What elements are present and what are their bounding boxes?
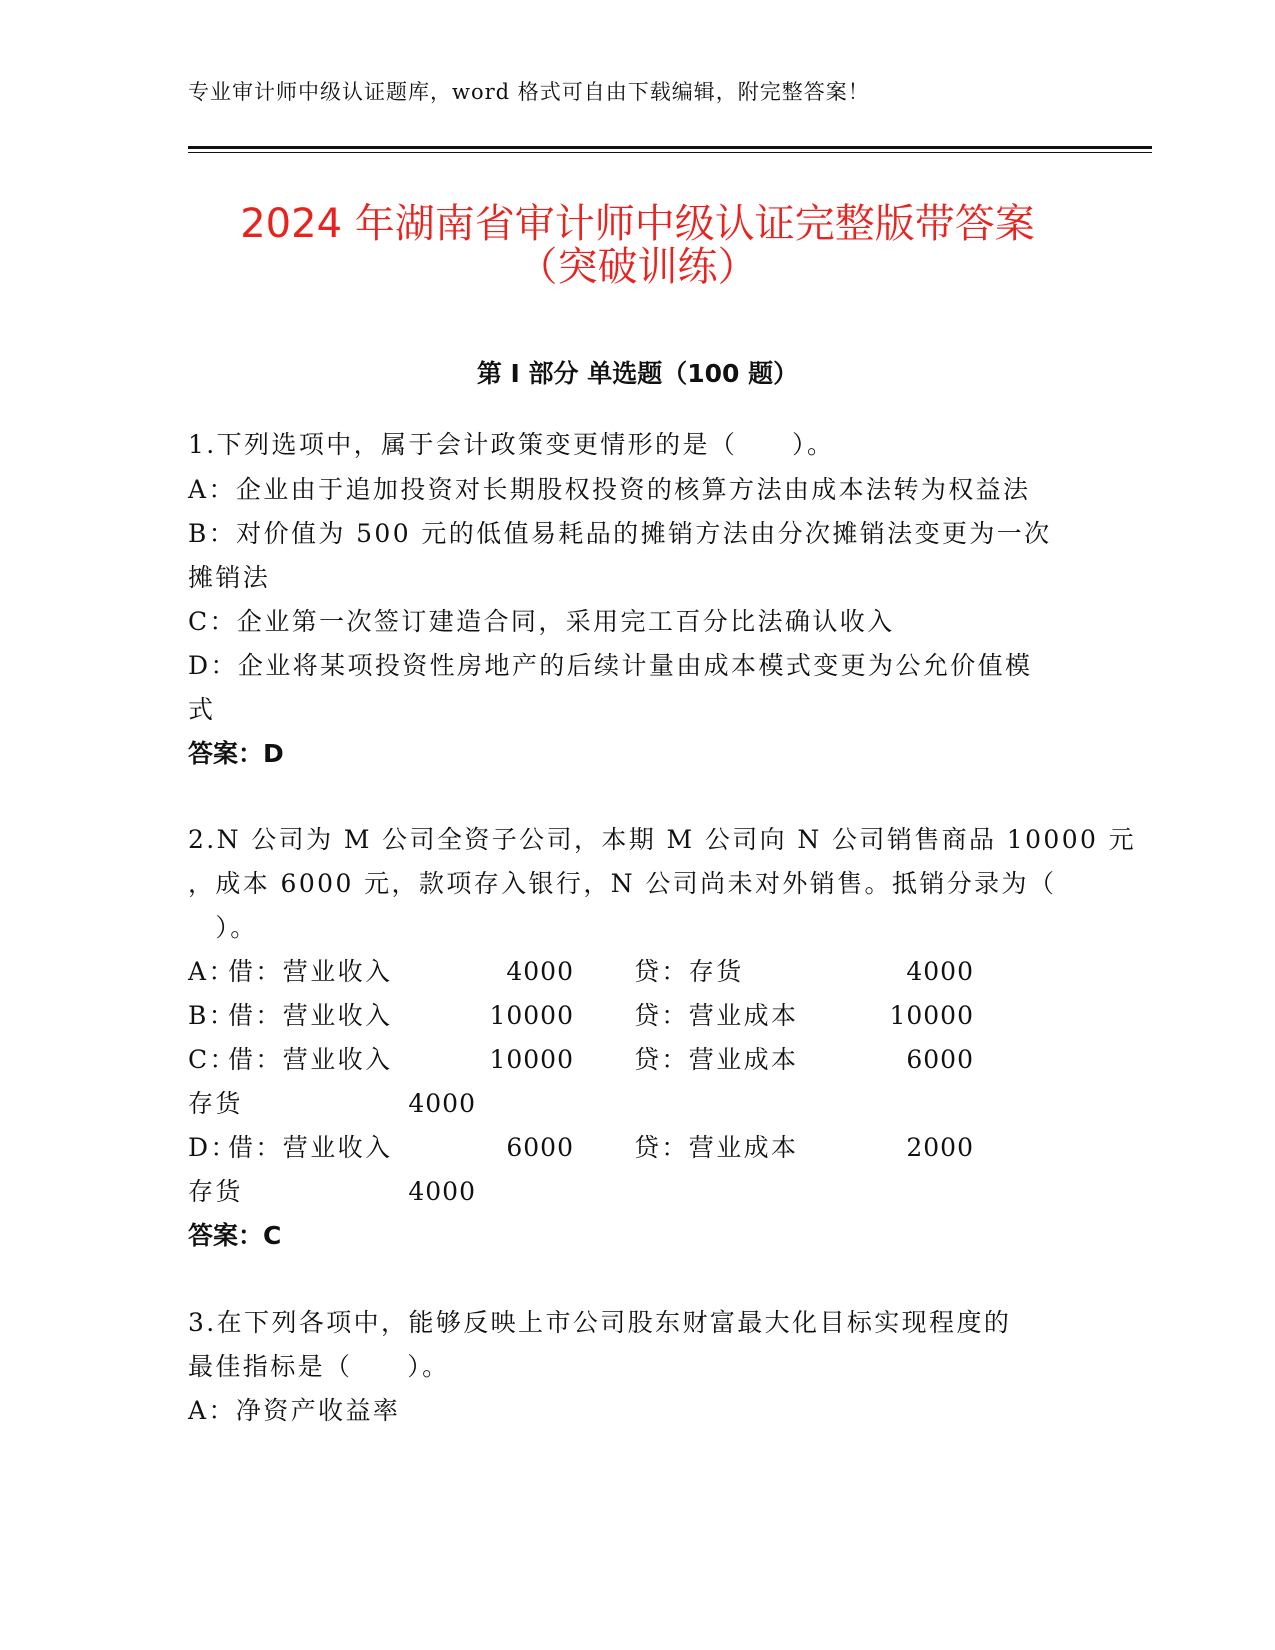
option-c: C：企业第一次签订建造合同，采用完工百分比法确认收入	[188, 607, 895, 636]
credit-account: 贷：营业成本	[634, 1045, 799, 1074]
option-a: A：净资产收益率	[188, 1396, 401, 1425]
debit-account: 借：营业收入	[228, 957, 393, 986]
option-b: B：对价值为 500 元的低值易耗品的摊销方法由分次摊销法变更为一次	[188, 519, 1052, 548]
debit-amount: 10000	[489, 1045, 574, 1074]
credit-amount: 4000	[906, 957, 974, 986]
credit-amount: 2000	[906, 1133, 974, 1162]
question-stem-continued: 最佳指标是（ ）。	[188, 1352, 450, 1381]
credit-extra-account: 存货	[188, 1089, 243, 1118]
option-label: D：	[188, 1133, 238, 1162]
debit-account: 借：营业收入	[228, 1133, 393, 1162]
credit-extra-amount: 4000	[408, 1177, 476, 1206]
credit-amount: 6000	[906, 1045, 974, 1074]
option-label: A：	[188, 957, 236, 986]
debit-account: 借：营业收入	[228, 1045, 393, 1074]
question-stem: 2.N 公司为 M 公司全资子公司，本期 M 公司向 N 公司销售商品 10000 元	[188, 825, 1137, 854]
question-stem-end: ）。	[188, 913, 258, 942]
document-title: 2024 年湖南省审计师中级认证完整版带答案	[240, 201, 1035, 247]
debit-amount: 4000	[506, 957, 574, 986]
header-rule-thin	[188, 152, 1152, 153]
option-label: C：	[188, 1045, 237, 1074]
option-b-continued: 摊销法	[188, 563, 271, 592]
credit-amount: 10000	[889, 1001, 974, 1030]
credit-account: 贷：营业成本	[634, 1001, 799, 1030]
credit-extra-account: 存货	[188, 1177, 243, 1206]
answer: 答案：D	[188, 739, 284, 768]
question-stem: 3.在下列各项中，能够反映上市公司股东财富最大化目标实现程度的	[188, 1308, 1012, 1337]
debit-account: 借：营业收入	[228, 1001, 393, 1030]
option-d-continued: 式	[188, 695, 216, 724]
answer: 答案：C	[188, 1221, 282, 1250]
question-stem-continued: ，成本 6000 元，款项存入银行，N 公司尚未对外销售。抵销分录为（	[188, 869, 1057, 898]
debit-amount: 10000	[489, 1001, 574, 1030]
header-rule	[188, 146, 1152, 149]
debit-amount: 6000	[506, 1133, 574, 1162]
credit-account: 贷：存货	[634, 957, 744, 986]
credit-account: 贷：营业成本	[634, 1133, 799, 1162]
credit-extra-amount: 4000	[408, 1089, 476, 1118]
option-label: B：	[188, 1001, 237, 1030]
header-note: 专业审计师中级认证题库，word 格式可自由下载编辑，附完整答案！	[188, 80, 870, 104]
section-heading: 第 I 部分 单选题（100 题）	[476, 359, 799, 388]
document-subtitle: （突破训练）	[517, 244, 758, 290]
question-stem: 1.下列选项中，属于会计政策变更情形的是（ ）。	[188, 430, 835, 459]
option-d: D：企业将某项投资性房地产的后续计量由成本模式变更为公允价值模	[188, 651, 1033, 680]
option-a: A：企业由于追加投资对长期股权投资的核算方法由成本法转为权益法	[188, 475, 1031, 504]
